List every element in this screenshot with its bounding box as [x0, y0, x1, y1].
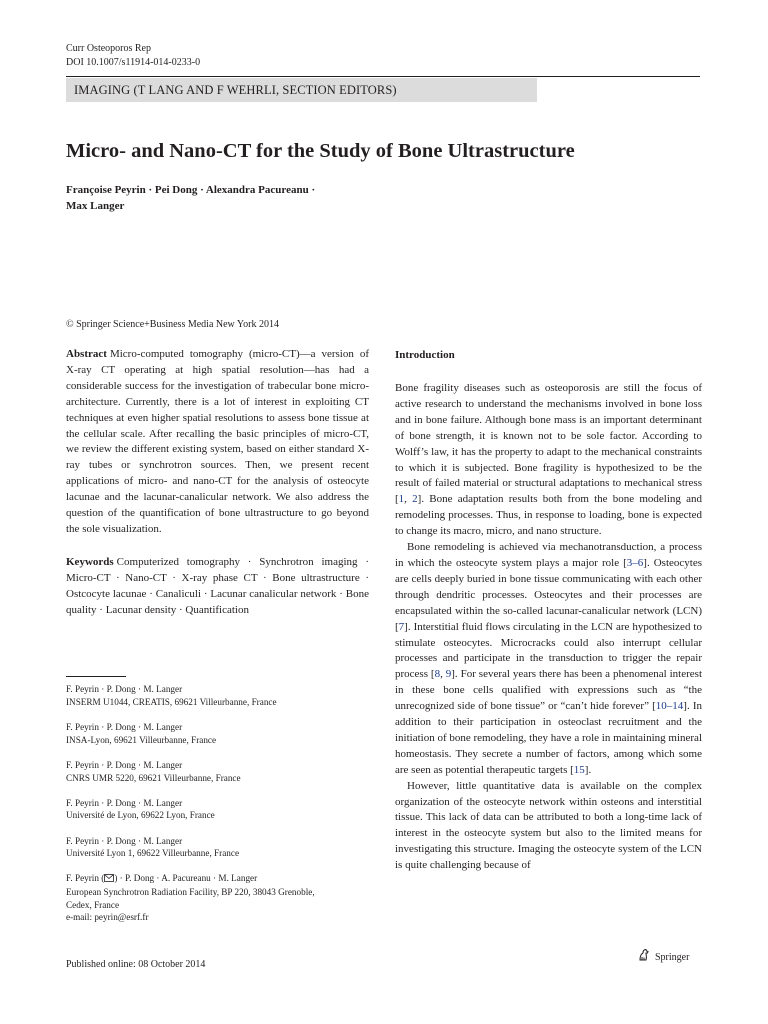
corresponding-name-suffix: ) · P. Dong · A. Pacureanu · M. Langer — [114, 873, 258, 884]
affiliation-names: F. Peyrin · P. Dong · M. Langer — [66, 759, 183, 770]
text: ]. Interstitial fluid flows circulating in the LCN are hypothesized to stimulate osteocytes. Microcracks could also interrupt cellular processes and participate in the transduction to trigger the repair process [ — [395, 620, 702, 681]
citation-link[interactable]: 2 — [412, 493, 418, 506]
affiliation — [66, 759, 386, 785]
author-line-2: Max Langer — [66, 200, 125, 212]
affiliation — [66, 683, 386, 709]
citation-link[interactable]: 10–14 — [655, 700, 684, 713]
author-list — [66, 182, 396, 214]
copyright-notice: © Springer Science+Business Media New York 2014 — [66, 319, 279, 330]
affiliation-address: CNRS UMR 5220, 69621 Villeurbanne, France — [66, 772, 241, 783]
text: , — [440, 668, 446, 681]
citation-link[interactable]: 9 — [445, 668, 452, 681]
affiliation-names: F. Peyrin · P. Dong · M. Langer — [66, 797, 183, 808]
citation-link[interactable]: 7 — [398, 620, 405, 633]
keywords-label: Keywords — [66, 555, 114, 568]
citation-link[interactable]: 1 — [398, 493, 405, 506]
text: ]. Osteocytes are cells deeply buried in bone tissue communicating with each other through dendritic processes. Osteocytes and their processes are encapsulated within the so-called lacunar-canalicular network (LCN) [ — [395, 556, 702, 633]
envelope-icon[interactable] — [104, 873, 114, 886]
journal-name: Curr Osteoporos Rep — [66, 43, 151, 54]
corresponding-affiliation — [66, 872, 386, 924]
affiliation-list — [66, 683, 386, 936]
corresponding-address-2: Cedex, France — [66, 899, 120, 910]
author-line-1: Françoise Peyrin · Pei Dong · Alexandra Pacureanu · — [66, 184, 316, 196]
text: ]. — [584, 763, 592, 776]
intro-paragraph-1 — [395, 381, 702, 540]
affiliation — [66, 721, 386, 747]
affiliation-address: Université Lyon 1, 69622 Villeurbanne, France — [66, 848, 240, 859]
affiliation — [66, 797, 386, 823]
abstract-text: Micro-computed tomography (micro-CT)—a version of X-ray CT operating at high spatial resolution—has had a considerable success for the investigation of trabecular bone micro-architecture. Currently, there is a lot of interest in exploiting CT techniques at even higher spatial resolutions to assess bone tissue at the cellular scale. After recalling the basic principles of micro-CT, we review the different existing system, based on either standard X-ray tubes or synchrotron sources. Then, we present recent applications of micro- and nano-CT for the analysis of osteocyte lacunae and the lacunar-canalicular network. We also address the question of the quantification of bone ultrastructure to go beyond the sole visualization. — [66, 348, 369, 535]
section-label: IMAGING (T LANG AND F WEHRLI, SECTION EDITORS) — [74, 83, 397, 97]
published-date: Published online: 08 October 2014 — [66, 959, 206, 970]
springer-horse-icon — [637, 948, 651, 967]
text: ]. For several years there has been a phenomenal interest in these bone cells qualified with expressions such as “the unrecognized side of bone tissue” or “can’t hide forever” [ — [395, 668, 703, 713]
left-column — [66, 347, 369, 619]
citation-link[interactable]: 15 — [573, 763, 585, 776]
intro-paragraph-2 — [395, 540, 702, 779]
corresponding-email[interactable]: e-mail: peyrin@esrf.fr — [66, 912, 149, 923]
corresponding-address-1: European Synchrotron Radiation Facility, BP 220, 38043 Grenoble, — [66, 886, 315, 897]
publisher-name: Springer — [655, 951, 690, 963]
text: ]. Bone adaptation results both from the bone modeling and remodeling processes. Thus, in response to loading, bone is expected to change its macro, micro, and nano structure. — [395, 493, 703, 538]
affiliation-names: F. Peyrin · P. Dong · M. Langer — [66, 835, 183, 846]
article-title: Micro- and Nano-CT for the Study of Bone Ultrastructure — [66, 140, 575, 162]
affiliation-names: F. Peyrin · P. Dong · M. Langer — [66, 721, 183, 732]
keywords-text: Computerized tomography · Synchrotron imaging · Micro-CT · Nano-CT · X-ray phase CT · Bone ultrastructure · Ostcocyte lacunae · Canaliculi · Lacunar canalicular network · Bone quality · Lacunar density · Quantification — [66, 555, 369, 616]
introduction-heading: Introduction — [395, 349, 455, 361]
keywords — [66, 555, 369, 619]
corresponding-name-prefix: F. Peyrin ( — [66, 873, 105, 884]
affiliation-address: INSA-Lyon, 69621 Villeurbanne, France — [66, 734, 217, 745]
citation-link[interactable]: 8 — [434, 668, 441, 681]
text: Bone remodeling is achieved via mechanotransduction, a process in which the osteocyte system plays a major role [ — [395, 541, 702, 569]
section-banner — [66, 78, 537, 102]
doi[interactable]: DOI 10.1007/s11914-014-0233-0 — [66, 57, 201, 68]
affiliation-address: INSERM U1044, CREATIS, 69621 Villeurbanne, France — [66, 696, 277, 707]
affiliation — [66, 835, 386, 861]
affiliation-address: Université de Lyon, 69622 Lyon, France — [66, 810, 215, 821]
right-column — [395, 347, 702, 874]
publisher-logo — [637, 948, 689, 967]
affiliation-rule — [66, 676, 126, 677]
abstract — [66, 347, 369, 538]
affiliation-names: F. Peyrin · P. Dong · M. Langer — [66, 684, 183, 694]
citation-link[interactable]: 3–6 — [626, 556, 644, 569]
text: Bone fragility diseases such as osteoporosis are still the focus of active research to understand the mechanisms involved in bone loss and in bone failure. Although bone mass is an important determinant of bone strength, it is known not to be sole factor. According to Wolff’s law, it has the property to adapt to the mechanical constraints to which it is subjected. Bone fragility is hypothesized to be the result of failed material or structural adaptations to mechanical stress [ — [395, 382, 702, 506]
abstract-label: Abstract — [66, 348, 107, 360]
text: ]. In addition to their participation in osteoclast recruitment and the initiation of bone remodeling, they have a role in maintaining mineral homeostasis. They secrete a number of factors, among which some are seen as potential therapeutic targets [ — [395, 700, 702, 776]
header-rule — [66, 76, 700, 77]
corresponding-names — [66, 872, 386, 885]
intro-paragraph-3: However, little quantitative data is available on the complex organization of the osteocyte network within osteons and interstitial tissue. This lack of data can be attributed to both a long-time lack of interest in the osteocyte system but also to the limited means for investigating this structure. Imaging the osteocyte system of the LCN is quite challenging because of — [395, 779, 702, 872]
text: , — [404, 493, 413, 506]
